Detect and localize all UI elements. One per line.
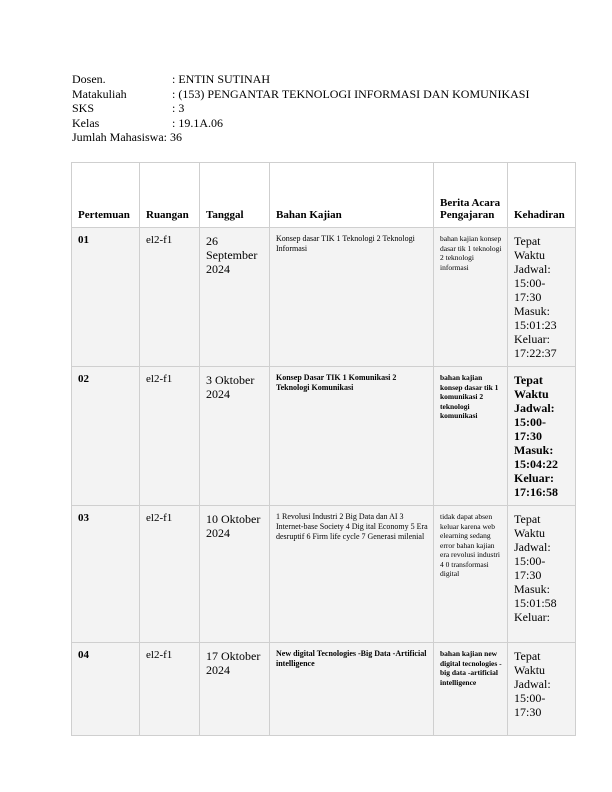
cell-berita-acara: bahan kajian konsep dasar tik 1 komunikasi 2 teknologi komunikasi <box>434 367 508 506</box>
cell-pertemuan: 04 <box>72 643 140 736</box>
header-row-sks <box>72 101 529 116</box>
table-row <box>72 643 576 736</box>
column-header-pertemuan: Pertemuan <box>72 163 140 228</box>
cell-kehadiran: Tepat Waktu Jadwal: 15:00-17:30 <box>508 643 576 736</box>
column-header-kehadiran: Kehadiran <box>508 163 576 228</box>
cell-berita-acara: bahan kajian konsep dasar tik 1 teknologi 2 teknologi informasi <box>434 228 508 367</box>
table-row <box>72 367 576 506</box>
cell-bahan-kajian: Konsep dasar TIK 1 Teknologi 2 Teknologi Informasi <box>270 228 434 367</box>
header-row-jumlah <box>72 130 529 145</box>
cell-bahan-kajian: 1 Revolusi Industri 2 Big Data dan AI 3 Internet-base Society 4 Dig ital Economy 5 Era desruptif 6 Firm life cycle 7 Generasi milenial <box>270 506 434 643</box>
cell-pertemuan: 01 <box>72 228 140 367</box>
dosen-label: Dosen. <box>72 72 106 86</box>
cell-kehadiran: Tepat Waktu Jadwal: 15:00-17:30 Masuk: 15:04:22 Keluar: 17:16:58 <box>508 367 576 506</box>
matakuliah-label: Matakuliah <box>72 86 127 101</box>
cell-ruangan: el2-f1 <box>140 506 200 643</box>
cell-berita-acara: tidak dapat absen keluar karena web elearning sedang error bahan kajian era revolusi industri 4 0 transformasi digital <box>434 506 508 643</box>
cell-kehadiran: Tepat Waktu Jadwal: 15:00-17:30 Masuk: 15:01:23 Keluar: 17:22:37 <box>508 228 576 367</box>
column-header-berita-acara: Berita Acara Pengajaran <box>434 163 508 228</box>
table-row <box>72 506 576 643</box>
cell-bahan-kajian: New digital Tecnologies -Big Data -Artificial intelligence <box>270 643 434 736</box>
kelas-value: : 19.1A.06 <box>172 115 223 130</box>
cell-ruangan: el2-f1 <box>140 367 200 506</box>
header-row-matakuliah <box>72 87 529 102</box>
jumlah-label: Jumlah Mahasiswa <box>72 130 164 144</box>
cell-tanggal: 10 Oktober 2024 <box>200 506 270 643</box>
table-row <box>72 228 576 367</box>
matakuliah-value: : (153) PENGANTAR TEKNOLOGI INFORMASI DAN KOMUNIKASI <box>172 86 530 101</box>
cell-pertemuan: 02 <box>72 367 140 506</box>
header-row-dosen <box>72 72 529 87</box>
sks-label: SKS <box>72 101 95 115</box>
cell-ruangan: el2-f1 <box>140 643 200 736</box>
table-header-row <box>72 163 576 228</box>
sks-value: : 3 <box>172 101 185 115</box>
kelas-label: Kelas <box>72 115 100 130</box>
column-header-bahan-kajian: Bahan Kajian <box>270 163 434 228</box>
cell-tanggal: 17 Oktober 2024 <box>200 643 270 736</box>
jumlah-value: : 36 <box>163 130 182 144</box>
column-header-tanggal: Tanggal <box>200 163 270 228</box>
column-header-ruangan: Ruangan <box>140 163 200 228</box>
cell-berita-acara: bahan kajian new digital tecnologies -big data -artificial intelligence <box>434 643 508 736</box>
document-header <box>72 72 529 145</box>
attendance-table <box>71 162 576 736</box>
dosen-value: : ENTIN SUTINAH <box>172 72 270 86</box>
cell-tanggal: 26 September 2024 <box>200 228 270 367</box>
cell-kehadiran: Tepat Waktu Jadwal: 15:00-17:30 Masuk: 15:01:58 Keluar: <box>508 506 576 643</box>
cell-pertemuan: 03 <box>72 506 140 643</box>
cell-ruangan: el2-f1 <box>140 228 200 367</box>
cell-bahan-kajian: Konsep Dasar TIK 1 Komunikasi 2 Teknologi Komunikasi <box>270 367 434 506</box>
header-row-kelas <box>72 116 529 131</box>
cell-tanggal: 3 Oktober 2024 <box>200 367 270 506</box>
